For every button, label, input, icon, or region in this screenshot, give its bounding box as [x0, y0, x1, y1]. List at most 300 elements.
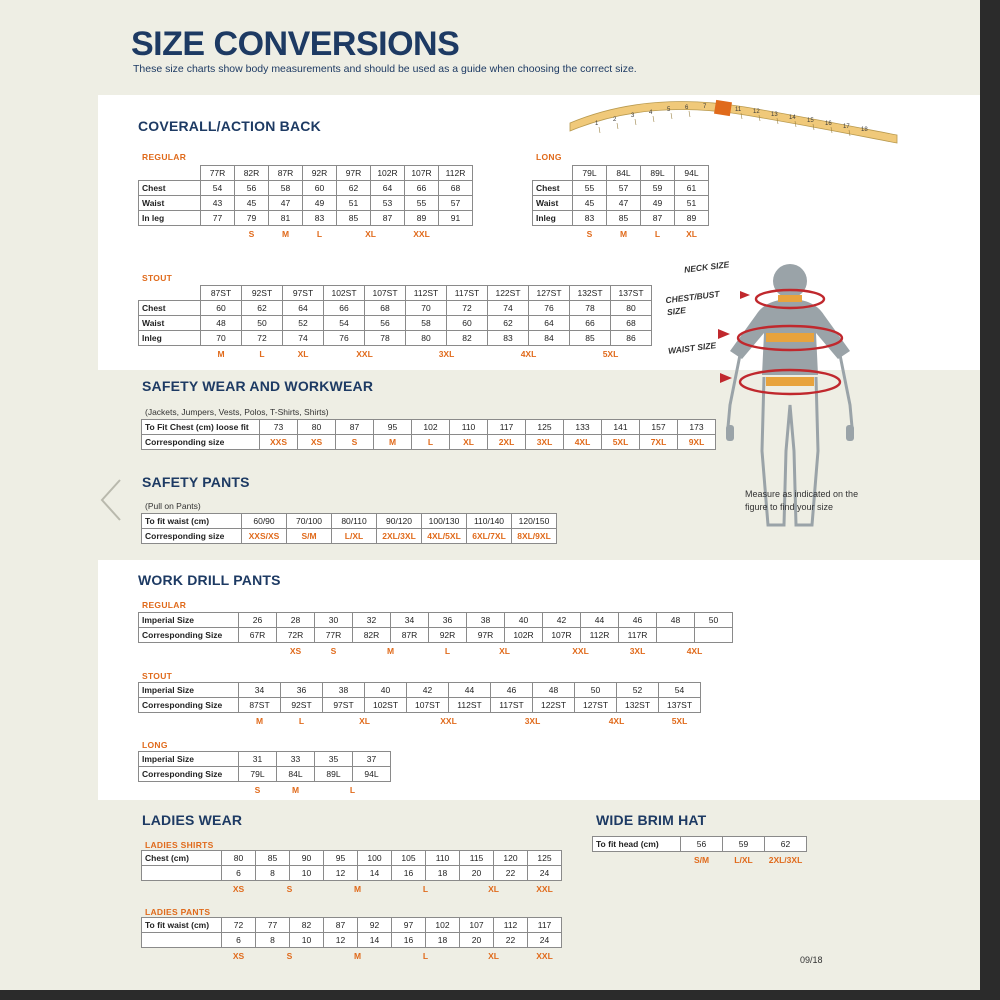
table-cell: 54	[659, 683, 701, 698]
row-label: Waist	[139, 316, 201, 331]
table-cell: 90/120	[377, 514, 422, 529]
table-coverall-regular	[138, 165, 473, 241]
table-cell: 87	[336, 420, 374, 435]
spacer	[139, 346, 201, 361]
size-label: 4XL	[686, 645, 703, 656]
table-cell: 38	[323, 683, 365, 698]
table-cell: 97	[392, 918, 426, 933]
size-label: XL	[488, 883, 499, 894]
table-cell: 48	[201, 316, 242, 331]
table-cell: 70	[201, 331, 242, 346]
table-cell: 92R	[303, 166, 337, 181]
table-cell: 112	[494, 918, 528, 933]
size-label: 4XL	[564, 435, 602, 450]
table-cell: 89	[405, 211, 439, 226]
size-label: 4XL	[608, 715, 625, 726]
size-legend-row	[139, 346, 652, 361]
table-cell: 34	[239, 683, 281, 698]
table-cell: 59	[723, 837, 765, 852]
size-label: XL	[297, 348, 309, 359]
table-row	[139, 752, 391, 767]
svg-text:17: 17	[843, 124, 850, 130]
table-cell: 110	[426, 851, 460, 866]
table-cell: 57	[439, 196, 473, 211]
section-heading-safetypants: SAFETY PANTS	[142, 474, 250, 490]
table-cell: 44	[581, 613, 619, 628]
table-cell: 10	[290, 933, 324, 948]
size-label: XL	[359, 715, 370, 726]
size-label: XL	[686, 228, 697, 239]
table-cell: 76	[529, 301, 570, 316]
table-cell: 79L	[239, 767, 277, 782]
table-cell: 62	[337, 181, 371, 196]
table-cell: 33	[277, 752, 315, 767]
size-label: L	[298, 715, 305, 726]
size-label: M	[255, 715, 264, 726]
table-cell: 56	[681, 837, 723, 852]
table-cell: 120	[494, 851, 528, 866]
size-label: 9XL	[678, 435, 716, 450]
table-cell: 12	[324, 933, 358, 948]
table-cell: 97ST	[283, 286, 324, 301]
table-cell: 107	[460, 918, 494, 933]
spacer	[142, 948, 222, 963]
table-cell: 49	[303, 196, 337, 211]
measuring-tape-icon	[565, 95, 900, 145]
row-label: To Fit Chest (cm) loose fit	[142, 420, 260, 435]
row-label: Chest	[139, 301, 201, 316]
figure-label-waist: WAIST SIZE	[667, 340, 717, 356]
size-legend-row	[139, 226, 473, 241]
table-row	[139, 196, 473, 211]
table-row	[142, 435, 716, 450]
table-cell: 56	[365, 316, 406, 331]
table-cell: 42	[407, 683, 449, 698]
table-cell: 18	[426, 933, 460, 948]
table-cell: 157	[640, 420, 678, 435]
table-cell: 89	[675, 211, 709, 226]
note-safetywear: (Jackets, Jumpers, Vests, Polos, T-Shirts, Shirts)	[145, 407, 329, 417]
table-cell: 55	[573, 181, 607, 196]
size-label: 5XL	[602, 348, 619, 359]
svg-text:11: 11	[735, 107, 742, 113]
table-coverall-stout	[138, 285, 652, 361]
table-cell: 102ST	[365, 698, 407, 713]
table-cell: 83	[303, 211, 337, 226]
table-header-row	[533, 166, 709, 181]
spacer	[239, 643, 277, 658]
table-cell: 82	[290, 918, 324, 933]
table-row	[142, 851, 562, 866]
table-cell: 80	[298, 420, 336, 435]
table-cell: 16	[392, 866, 426, 881]
svg-text:13: 13	[771, 112, 778, 118]
table-row	[139, 683, 701, 698]
size-label: L	[444, 645, 451, 656]
row-label: Imperial Size	[139, 683, 239, 698]
table-cell: 97R	[467, 628, 505, 643]
table-cell: 85	[570, 331, 611, 346]
table-cell: 73	[260, 420, 298, 435]
size-label: S	[286, 883, 293, 894]
table-cell: 84	[529, 331, 570, 346]
row-label: To fit waist (cm)	[142, 514, 242, 529]
table-cell: 35	[315, 752, 353, 767]
size-label: 3XL	[629, 645, 646, 656]
table-row	[593, 837, 807, 852]
spacer	[139, 226, 201, 241]
row-label: Chest	[533, 181, 573, 196]
table-cell: 137ST	[659, 698, 701, 713]
table-cell: 80/110	[332, 514, 377, 529]
table-cell: 72	[242, 331, 283, 346]
table-cell: 100	[358, 851, 392, 866]
table-cell: 78	[570, 301, 611, 316]
table-cell: 102ST	[324, 286, 365, 301]
table-cell: 50	[695, 613, 733, 628]
table-cell: 122ST	[488, 286, 529, 301]
table-cell: 82R	[235, 166, 269, 181]
figure-label-neck: NECK SIZE	[683, 259, 730, 275]
table-cell: 16	[392, 933, 426, 948]
section-heading-coverall: COVERALL/ACTION BACK	[138, 118, 321, 134]
table-cell: 8	[256, 866, 290, 881]
table-cell: 117	[528, 918, 562, 933]
section-heading-workdrill: WORK DRILL PANTS	[138, 572, 281, 588]
table-row	[142, 514, 557, 529]
size-label: L	[422, 883, 429, 894]
table-cell: 46	[619, 613, 657, 628]
table-cell: 20	[460, 866, 494, 881]
table-cell: 14	[358, 866, 392, 881]
size-label: 8XL/9XL	[512, 529, 557, 544]
table-cell: 127ST	[575, 698, 617, 713]
table-cell: 95	[324, 851, 358, 866]
size-legend-row	[593, 852, 807, 867]
table-cell: 60	[201, 301, 242, 316]
table-cell: 46	[491, 683, 533, 698]
table-cell: 42	[543, 613, 581, 628]
row-label: Waist	[533, 196, 573, 211]
table-cell: 22	[494, 866, 528, 881]
table-cell: 117R	[619, 628, 657, 643]
table-cell: 66	[324, 301, 365, 316]
size-legend-row	[139, 713, 701, 728]
size-label: S	[330, 645, 337, 656]
table-cell: 86	[611, 331, 652, 346]
table-cell	[533, 166, 573, 181]
size-label: 2XL/3XL	[768, 854, 803, 865]
table-cell: 87	[324, 918, 358, 933]
table-cell: 12	[324, 866, 358, 881]
section-heading-hat: WIDE BRIM HAT	[596, 812, 707, 828]
label-long: LONG	[536, 152, 562, 162]
table-workdrill-regular	[138, 612, 733, 658]
table-cell: 64	[371, 181, 405, 196]
table-cell: 28	[277, 613, 315, 628]
table-cell: 97ST	[323, 698, 365, 713]
table-row	[142, 866, 562, 881]
label-wd-regular: REGULAR	[142, 600, 187, 610]
table-row	[142, 918, 562, 933]
size-label: L	[349, 784, 356, 795]
table-cell: 79	[235, 211, 269, 226]
table-cell: 92ST	[281, 698, 323, 713]
table-row	[142, 933, 562, 948]
page-subtitle: These size charts show body measurements and should be used as a guide when choosing the correct size.	[133, 63, 637, 75]
spacer	[533, 226, 573, 241]
table-cell: 36	[429, 613, 467, 628]
table-cell: 83	[488, 331, 529, 346]
table-cell: 43	[201, 196, 235, 211]
table-cell	[139, 286, 201, 301]
table-cell: 62	[488, 316, 529, 331]
row-label: Inleg	[139, 331, 201, 346]
table-cell: 125	[528, 851, 562, 866]
size-label: M	[374, 435, 412, 450]
table-cell: 6	[222, 866, 256, 881]
table-cell: 66	[405, 181, 439, 196]
table-cell: 112R	[439, 166, 473, 181]
table-workdrill-long	[138, 751, 391, 797]
size-legend-row	[142, 948, 562, 963]
table-cell: 53	[371, 196, 405, 211]
table-cell: 58	[269, 181, 303, 196]
row-label: Corresponding Size	[139, 628, 239, 643]
row-label: Chest (cm)	[142, 851, 222, 866]
chevron-left-icon	[98, 478, 126, 522]
table-cell: 107ST	[365, 286, 406, 301]
table-cell: 49	[641, 196, 675, 211]
size-label: 4XL/5XL	[422, 529, 467, 544]
table-cell: 30	[315, 613, 353, 628]
size-label: L	[654, 228, 661, 239]
table-cell: 68	[611, 316, 652, 331]
table-cell: 37	[353, 752, 391, 767]
table-cell: 40	[505, 613, 543, 628]
table-cell: 117ST	[447, 286, 488, 301]
table-cell: 112R	[581, 628, 619, 643]
svg-text:4: 4	[649, 110, 653, 116]
table-safetywear	[141, 419, 716, 450]
size-label: XS	[298, 435, 336, 450]
table-cell: 132ST	[617, 698, 659, 713]
table-cell: 92	[358, 918, 392, 933]
table-row	[139, 211, 473, 226]
table-cell: 87	[641, 211, 675, 226]
size-label: XXS/XS	[242, 529, 287, 544]
size-label: L	[412, 435, 450, 450]
table-cell: 122ST	[533, 698, 575, 713]
table-row	[139, 301, 652, 316]
table-cell: 74	[283, 331, 324, 346]
size-label: L/XL	[332, 529, 377, 544]
table-cell: 80	[406, 331, 447, 346]
table-cell: 45	[573, 196, 607, 211]
row-label: To fit head (cm)	[593, 837, 681, 852]
table-cell: 44	[449, 683, 491, 698]
size-legend-row	[142, 881, 562, 896]
table-cell: 125	[526, 420, 564, 435]
table-cell: 102R	[371, 166, 405, 181]
figure-label-chest: CHEST/BUST SIZE	[664, 288, 721, 318]
label-regular: REGULAR	[142, 152, 187, 162]
table-row	[139, 316, 652, 331]
svg-text:5: 5	[667, 107, 671, 113]
table-cell: 64	[529, 316, 570, 331]
row-label: To fit waist (cm)	[142, 918, 222, 933]
row-label: Corresponding size	[142, 529, 242, 544]
table-cell: 127ST	[529, 286, 570, 301]
table-row	[139, 181, 473, 196]
table-cell: 77R	[315, 628, 353, 643]
table-cell: 48	[533, 683, 575, 698]
table-cell: 87ST	[239, 698, 281, 713]
table-cell: 110	[450, 420, 488, 435]
size-label: M	[217, 348, 225, 359]
table-cell: 92R	[429, 628, 467, 643]
table-cell: 47	[607, 196, 641, 211]
size-legend-row	[139, 782, 391, 797]
size-label: L	[259, 348, 265, 359]
table-cell: 70	[406, 301, 447, 316]
table-ladies-pants	[141, 917, 562, 963]
table-coverall-long	[532, 165, 709, 241]
table-cell: 107ST	[407, 698, 449, 713]
svg-text:12: 12	[753, 109, 760, 115]
table-cell: 74	[488, 301, 529, 316]
label-ladies-pants: LADIES PANTS	[145, 907, 211, 917]
table-cell: 94L	[353, 767, 391, 782]
table-cell: 84L	[607, 166, 641, 181]
table-cell: 120/150	[512, 514, 557, 529]
table-cell: 132ST	[570, 286, 611, 301]
svg-text:15: 15	[807, 118, 814, 124]
row-label: Waist	[139, 196, 201, 211]
table-cell: 48	[657, 613, 695, 628]
table-cell: 92ST	[242, 286, 283, 301]
table-cell: 52	[617, 683, 659, 698]
table-cell: 31	[239, 752, 277, 767]
table-cell: 173	[678, 420, 716, 435]
table-header-row	[139, 166, 473, 181]
table-cell: 107R	[543, 628, 581, 643]
table-row	[533, 181, 709, 196]
table-cell: 54	[201, 181, 235, 196]
table-cell: 22	[494, 933, 528, 948]
page-title: SIZE CONVERSIONS	[131, 25, 460, 63]
table-cell	[139, 166, 201, 181]
table-cell	[695, 628, 733, 643]
section-heading-safetywear: SAFETY WEAR AND WORKWEAR	[142, 378, 374, 394]
table-cell: 52	[283, 316, 324, 331]
table-row	[139, 767, 391, 782]
table-row	[533, 196, 709, 211]
size-label: 7XL	[640, 435, 678, 450]
table-cell: 89L	[641, 166, 675, 181]
table-cell: 77	[201, 211, 235, 226]
table-ladies-shirts	[141, 850, 562, 896]
table-cell: 14	[358, 933, 392, 948]
label-wd-stout: STOUT	[142, 671, 173, 681]
size-label: L	[316, 228, 323, 239]
size-legend-row	[533, 226, 709, 241]
table-cell: 26	[239, 613, 277, 628]
table-cell: 110/140	[467, 514, 512, 529]
table-cell: 67R	[239, 628, 277, 643]
size-label: 2XL	[488, 435, 526, 450]
table-cell: 117	[488, 420, 526, 435]
table-cell: 54	[324, 316, 365, 331]
size-label: XS	[289, 645, 302, 656]
svg-text:16: 16	[825, 121, 832, 127]
row-label: Chest	[139, 181, 201, 196]
table-cell: 97R	[337, 166, 371, 181]
size-label: S	[336, 435, 374, 450]
label-ladies-shirts: LADIES SHIRTS	[145, 840, 214, 850]
footer-date: 09/18	[800, 955, 823, 965]
table-cell: 38	[467, 613, 505, 628]
table-cell: 76	[324, 331, 365, 346]
table-cell: 62	[242, 301, 283, 316]
table-cell: 107R	[405, 166, 439, 181]
size-label: XL	[365, 228, 376, 239]
table-cell: 36	[281, 683, 323, 698]
table-cell: 80	[222, 851, 256, 866]
table-cell: 56	[235, 181, 269, 196]
table-cell: 32	[353, 613, 391, 628]
table-cell: 61	[675, 181, 709, 196]
spacer	[139, 643, 239, 658]
table-cell: 10	[290, 866, 324, 881]
table-cell: 133	[564, 420, 602, 435]
table-row	[139, 698, 701, 713]
label-wd-long: LONG	[142, 740, 168, 750]
table-cell: 51	[337, 196, 371, 211]
table-hat	[592, 836, 807, 867]
table-cell: 80	[611, 301, 652, 316]
row-label: Imperial Size	[139, 613, 239, 628]
table-cell: 55	[405, 196, 439, 211]
table-cell: 6	[222, 933, 256, 948]
size-label: L/XL	[734, 854, 753, 865]
size-label: M	[353, 950, 362, 961]
size-label: 5XL	[671, 715, 688, 726]
size-label: S	[254, 784, 261, 795]
table-cell: 89L	[315, 767, 353, 782]
size-label: M	[353, 883, 362, 894]
size-label: 3XL	[438, 348, 455, 359]
spacer	[139, 782, 239, 797]
table-header-row	[139, 286, 652, 301]
table-cell: 59	[641, 181, 675, 196]
table-cell: 78	[365, 331, 406, 346]
table-cell: 20	[460, 933, 494, 948]
label-stout: STOUT	[142, 273, 173, 283]
size-label: M	[291, 784, 300, 795]
size-label: 4XL	[520, 348, 537, 359]
table-cell: 45	[235, 196, 269, 211]
table-cell: 66	[570, 316, 611, 331]
size-label: M	[619, 228, 628, 239]
size-label: 3XL	[524, 715, 541, 726]
table-cell: 112ST	[449, 698, 491, 713]
table-cell: 83	[573, 211, 607, 226]
table-cell: 102R	[505, 628, 543, 643]
table-cell: 51	[675, 196, 709, 211]
table-cell: 77	[256, 918, 290, 933]
table-cell	[657, 628, 695, 643]
